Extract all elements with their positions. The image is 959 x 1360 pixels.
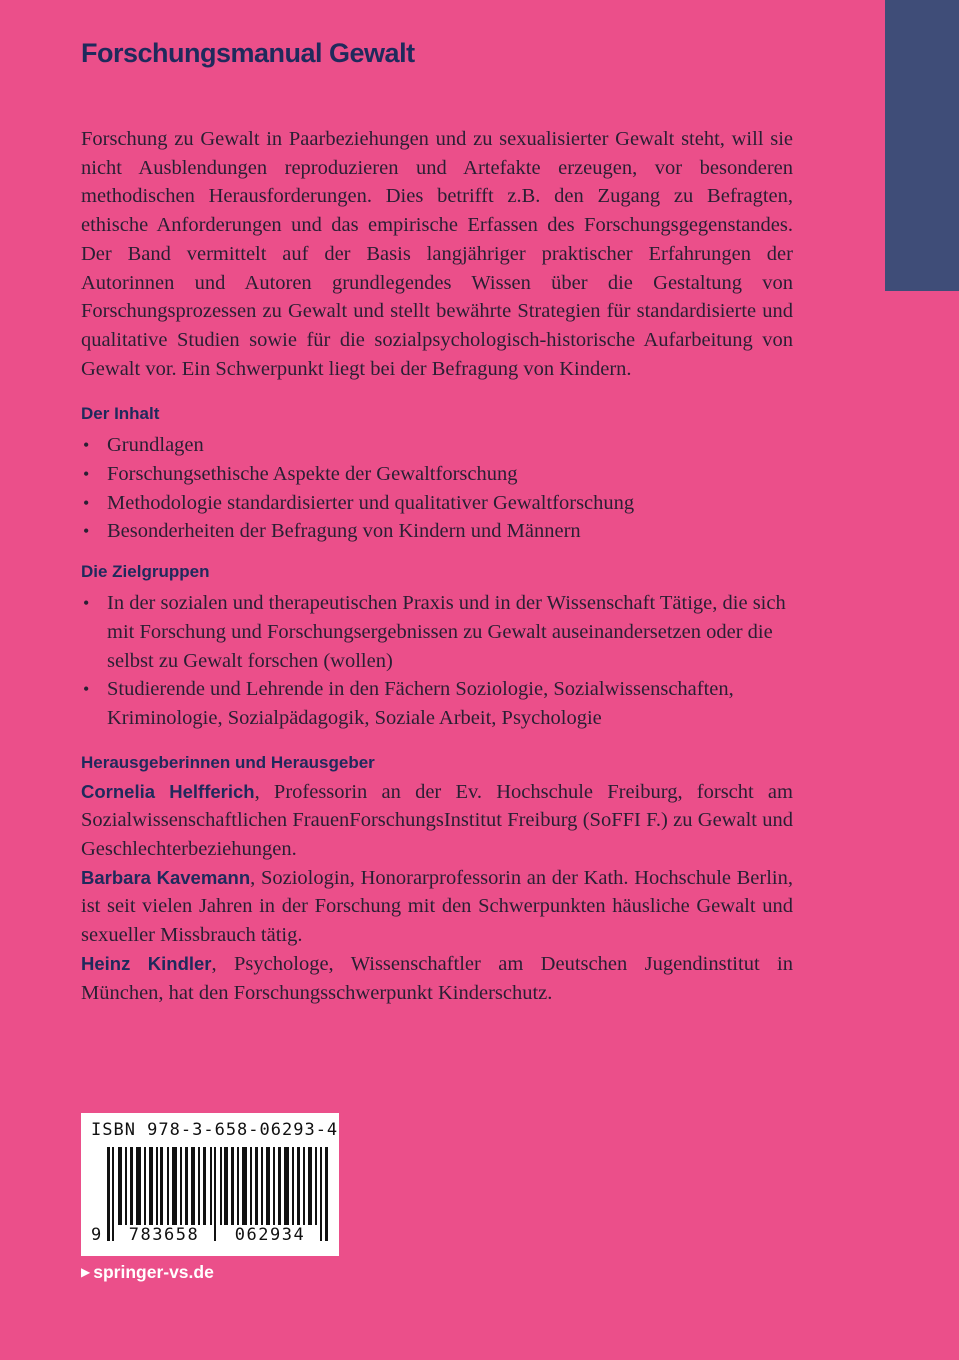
- list-item: • Forschungsethische Aspekte der Gewaltforschung: [81, 460, 793, 489]
- editor-name: Barbara Kavemann: [81, 866, 251, 888]
- ean-right-digits: 062934: [221, 1225, 319, 1245]
- isbn-number: ISBN 978-3-658-06293-4: [91, 1120, 339, 1140]
- list-item: • Grundlagen: [81, 431, 793, 460]
- arrow-right-icon: ▶: [81, 1265, 91, 1279]
- list-item: • Methodologie standardisierter und qualitativer Gewaltforschung: [81, 489, 793, 518]
- back-cover-content: [81, 125, 793, 1007]
- list-item: • In der sozialen und therapeutischen Praxis und in der Wissenschaft Tätige, die sich mit Forschung und Forschungsergebnissen zu Gewalt auseinandersetzen oder die selbst zu Gewalt forschen (wollen): [81, 589, 793, 675]
- inhalt-heading: Der Inhalt: [81, 404, 160, 424]
- isbn-barcode: [81, 1113, 339, 1256]
- editor-bio: , Soziologin, Honorarprofessorin an der Kath. Hochschule Berlin, ist seit vielen Jahren in der Forschung mit den Schwerpunkten häusliche Gewalt und sexueller Missbrauch tätig.: [81, 866, 793, 947]
- editor-bio: , Psychologe, Wissenschaftler am Deutschen Jugendinstitut in München, hat den Forschungsschwerpunkt Kinderschutz.: [81, 952, 793, 1004]
- blurb-paragraph: Forschung zu Gewalt in Paarbeziehungen und zu sexualisierter Gewalt steht, will sie nicht Ausblendungen reproduzieren und Artefakte erzeugen, vor besonderen methodischen Herausforderungen. Dies betrifft z.B. den Zugang zu Befragten, ethische Anforderungen und das empirische Erfassen des Forschungsgegenstandes. Der Band vermittelt auf der Basis langjähriger praktischer Erfahrungen der Autorinnen und Autoren grundlegendes Wissen über die Gestaltung von Forschungsprozessen zu Gewalt und stellt bewährte Strategien für standardisierte und qualitative Studien sowie für die sozialpsychologisch-historische Aufarbeitung von Gewalt vor. Ein Schwerpunkt liegt bei der Befragung von Kindern.: [81, 128, 793, 380]
- zielgruppen-list: [81, 589, 793, 733]
- inhalt-list: [81, 431, 793, 546]
- book-title: Forschungsmanual Gewalt: [81, 38, 415, 68]
- editor-bio: , Professorin an der Ev. Hochschule Freiburg, forscht am Sozialwissenschaftlichen FrauenForschungsInstitut Freiburg (SoFFI F.) zu Gewalt und Geschlechterbeziehungen.: [81, 780, 793, 861]
- ean-first-digit: 9: [91, 1225, 102, 1245]
- publisher-link[interactable]: [81, 1262, 214, 1283]
- editor-entry: [81, 778, 793, 864]
- ean-left-digits: 783658: [115, 1225, 213, 1245]
- editor-entry: [81, 864, 793, 950]
- herausgeber-heading: Herausgeberinnen und Herausgeber: [81, 752, 375, 772]
- publisher-url: springer-vs.de: [93, 1262, 214, 1282]
- list-item: • Studierende und Lehrende in den Fächern Soziologie, Sozialwissenschaften, Kriminologie, Sozialpädagogik, Soziale Arbeit, Psychologie: [81, 675, 793, 732]
- zielgruppen-heading: Die Zielgruppen: [81, 562, 210, 582]
- list-item: • Besonderheiten der Befragung von Kindern und Männern: [81, 517, 793, 546]
- spine-color-strip: [885, 0, 959, 291]
- editor-name: Heinz Kindler: [81, 952, 212, 974]
- editor-name: Cornelia Helfferich: [81, 780, 255, 802]
- editor-entry: [81, 950, 793, 1007]
